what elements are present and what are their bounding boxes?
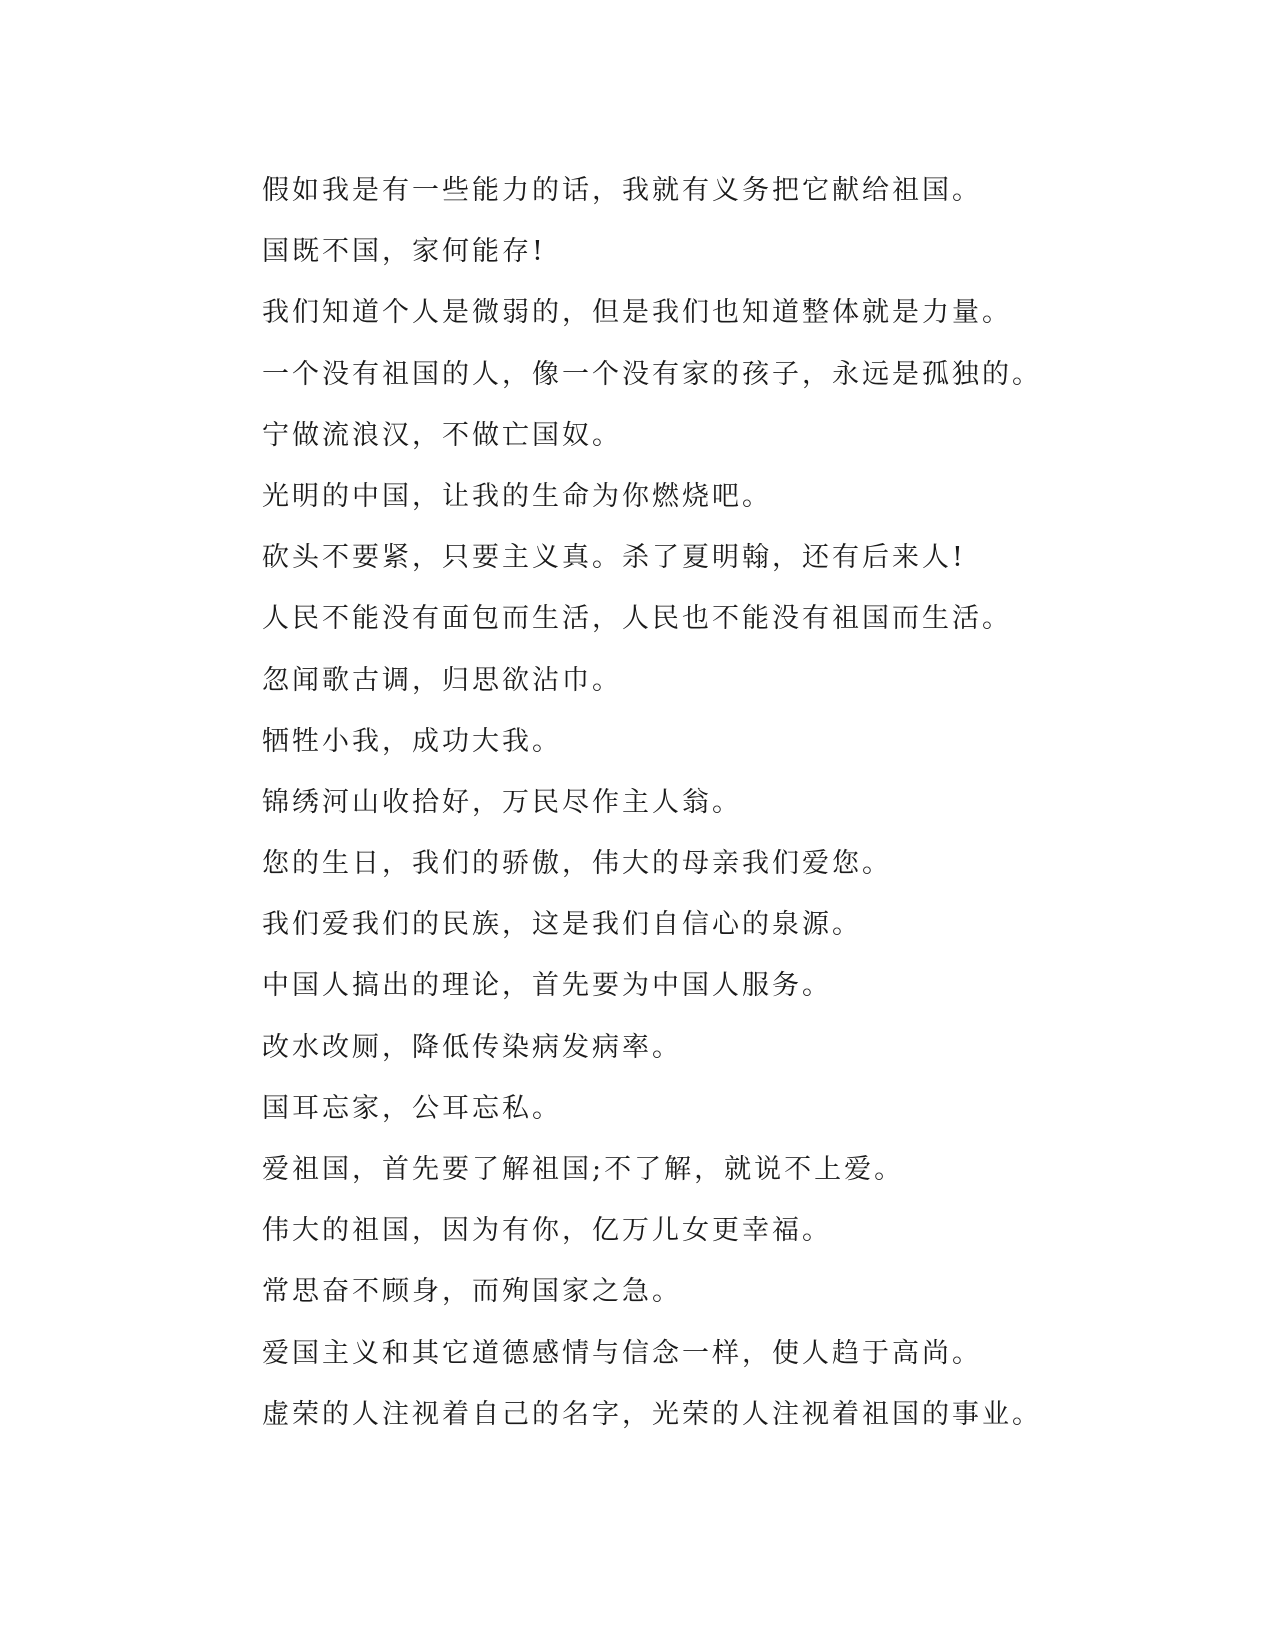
text-line: 虚荣的人注视着自己的名字，光荣的人注视着祖国的事业。: [262, 1398, 1042, 1430]
text-line: 人民不能没有面包而生活，人民也不能没有祖国而生活。: [262, 603, 1012, 635]
text-line: 国耳忘家，公耳忘私。: [262, 1092, 562, 1124]
text-line: 改水改厕，降低传染病发病率。: [262, 1031, 682, 1063]
text-line: 伟大的祖国，因为有你，亿万儿女更幸福。: [262, 1215, 832, 1247]
document-body: [262, 160, 1042, 1445]
text-line: 锦绣河山收拾好，万民尽作主人翁。: [262, 786, 742, 818]
text-line: 牺牲小我，成功大我。: [262, 725, 562, 757]
text-line: 光明的中国，让我的生命为你燃烧吧。: [262, 480, 772, 512]
text-line: 爱祖国，首先要了解祖国;不了解，就说不上爱。: [262, 1154, 905, 1185]
text-line: 我们爱我们的民族，这是我们自信心的泉源。: [262, 909, 862, 941]
text-line: 爱国主义和其它道德感情与信念一样，使人趋于高尚。: [262, 1337, 982, 1369]
text-line: 您的生日，我们的骄傲，伟大的母亲我们爱您。: [262, 848, 892, 880]
text-line: 国既不国，家何能存!: [262, 236, 546, 268]
text-line: 假如我是有一些能力的话，我就有义务把它献给祖国。: [262, 175, 982, 206]
text-line: 砍头不要紧，只要主义真。杀了夏明翰，还有后来人!: [262, 542, 966, 574]
text-line: 忽闻歌古调，归思欲沾巾。: [262, 664, 622, 696]
text-line: 中国人搞出的理论，首先要为中国人服务。: [262, 970, 832, 1002]
text-line: 我们知道个人是微弱的，但是我们也知道整体就是力量。: [262, 297, 1012, 329]
text-line: 常思奋不顾身，而殉国家之急。: [262, 1276, 682, 1308]
text-line: 一个没有祖国的人，像一个没有家的孩子，永远是孤独的。: [262, 358, 1042, 390]
text-line: 宁做流浪汉，不做亡国奴。: [262, 419, 622, 451]
